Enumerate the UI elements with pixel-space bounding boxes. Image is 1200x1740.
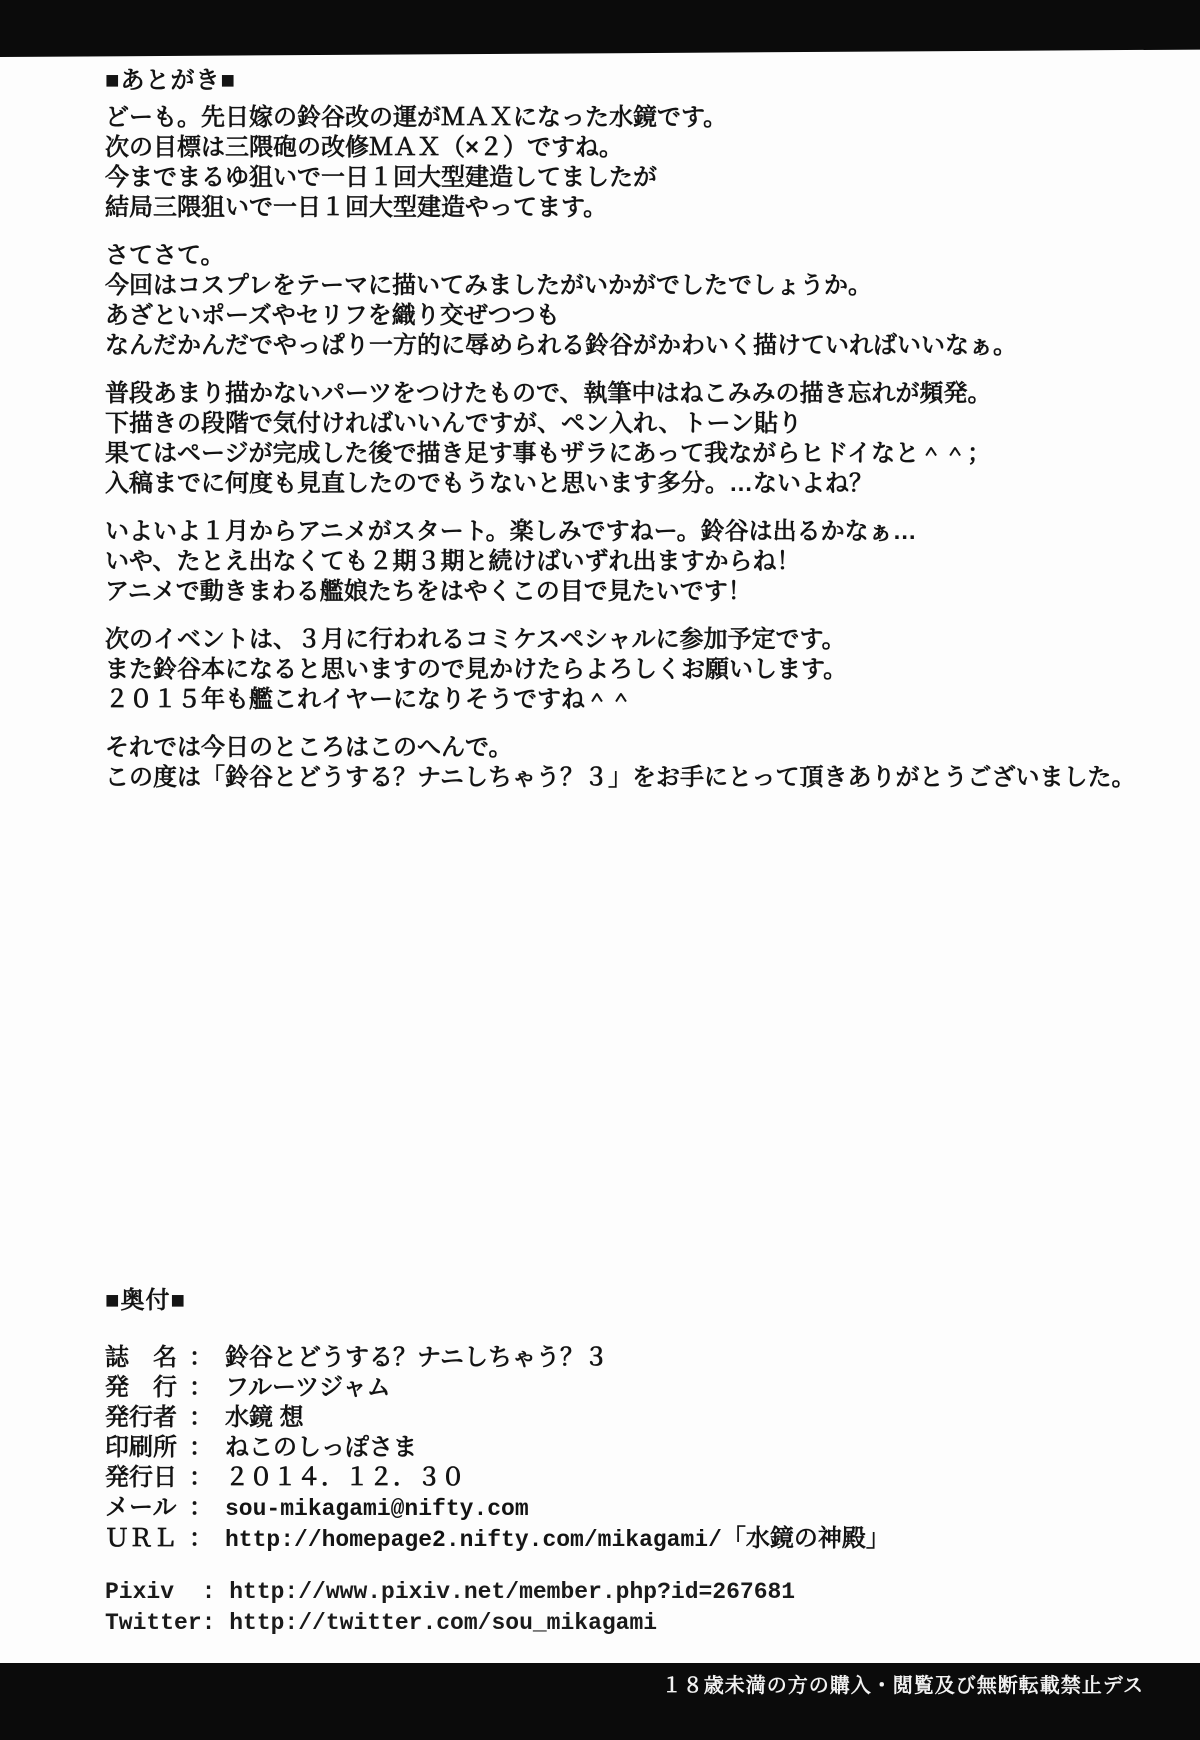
- text-line: 普段あまり描かないパーツをつけたもので、執筆中はねこみみの描き忘れが頻発。: [105, 380, 992, 407]
- paragraph: [105, 625, 1160, 715]
- text-line: 入稿までに何度も見直したのでもうないと思います多分。…ないよね？: [105, 470, 873, 497]
- colophon-rows: [105, 1343, 1160, 1555]
- row-separator: ：: [189, 1404, 213, 1431]
- paragraph: [105, 103, 1160, 223]
- text-line: アニメで動きまわる艦娘たちをはやくこの目で見たいです！: [105, 578, 752, 605]
- row-label: 発 行: [105, 1374, 177, 1401]
- text-line: 今までまるゆ狙いで一日１回大型建造してましたが: [105, 164, 657, 191]
- colophon-row-date: [105, 1463, 1160, 1493]
- colophon-row-publisher: [105, 1373, 1160, 1403]
- paragraph: [105, 241, 1160, 361]
- row-value: ねこのしっぽさま: [225, 1434, 417, 1461]
- row-separator: ：: [189, 1374, 213, 1401]
- paragraph: [105, 379, 1160, 499]
- text-line: 下描きの段階で気付ければいいんですが、ペン入れ、トーン貼り: [105, 410, 802, 437]
- text-line: どーも。先日嫁の鈴谷改の運がＭＡＸになった水鏡です。: [105, 104, 728, 131]
- text-line: 次のイベントは、３月に行われるコミケスペシャルに参加予定です。: [105, 626, 846, 653]
- row-value-email: sou-mikagami@nifty.com: [225, 1496, 529, 1522]
- row-separator: ：: [189, 1464, 213, 1491]
- colophon-section: [105, 1286, 1160, 1639]
- colophon-row-mail: [105, 1493, 1160, 1524]
- row-value: ２０１４．１２．３０: [225, 1464, 465, 1491]
- text-line: ２０１５年も艦これイヤーになりそうですね＾＾: [105, 686, 633, 713]
- colophon-row-url: [105, 1524, 1160, 1555]
- text-line: 次の目標は三隈砲の改修ＭＡＸ（×２）ですね。: [105, 134, 624, 161]
- text-line: 結局三隈狙いで一日１回大型建造やってます。: [105, 194, 608, 221]
- text-line: いや、たとえ出なくても２期３期と続けばいずれ出ますからね！: [105, 548, 801, 575]
- colophon-row-printer: [105, 1433, 1160, 1463]
- text-line: 果てはページが完成した後で描き足す事もザラにあって我ながらヒドイなと＾＾；: [105, 440, 992, 467]
- bottom-black-bar: [0, 1663, 1200, 1740]
- row-value: フルーツジャム: [225, 1374, 391, 1401]
- text-line: あざといポーズやセリフを織り交ぜつつも: [105, 302, 560, 329]
- row-separator: ：: [189, 1434, 213, 1461]
- text-line: なんだかんだでやっぱり一方的に辱められる鈴谷がかわいく描けていればいいなぁ。: [105, 332, 1017, 359]
- row-separator: ：: [189, 1525, 213, 1552]
- colophon-row-title: [105, 1343, 1160, 1373]
- row-value-site-name: 「水鏡の神殿」: [721, 1525, 890, 1552]
- text-line: また鈴谷本になると思いますので見かけたらよろしくお願いします。: [105, 656, 848, 683]
- twitter-link-line: Twitter: http://twitter.com/sou_mikagami: [105, 1610, 658, 1636]
- colophon-title: ■奥付■: [105, 1287, 186, 1314]
- row-label: 印刷所: [105, 1434, 177, 1461]
- row-label: メール: [105, 1494, 177, 1521]
- age-restriction-notice: １８歳未満の方の購入・閲覧及び無断転載禁止デス: [661, 1675, 1144, 1697]
- row-label: 誌 名: [105, 1344, 177, 1371]
- row-separator: ：: [189, 1494, 213, 1521]
- row-label: 発行者: [105, 1404, 177, 1431]
- paragraph: [105, 517, 1160, 607]
- pixiv-link-line: Pixiv : http://www.pixiv.net/member.php?id=267681: [105, 1579, 796, 1605]
- row-value: 水鏡 想: [225, 1404, 304, 1431]
- top-black-bar: [0, 0, 1200, 57]
- row-label: ＵＲＬ: [105, 1525, 177, 1552]
- text-line: さてさて。: [105, 242, 225, 269]
- afterword-title: ■あとがき■: [105, 67, 236, 94]
- text-line: 今回はコスプレをテーマに描いてみましたがいかがでしたでしょうか。: [105, 272, 873, 299]
- paragraph: [105, 733, 1160, 793]
- row-value-url: http://homepage2.nifty.com/mikagami/: [225, 1527, 722, 1553]
- external-links: [105, 1577, 1160, 1639]
- colophon-row-author: [105, 1403, 1160, 1433]
- text-line: いよいよ１月からアニメがスタート。楽しみですねー。鈴谷は出るかなぁ…: [105, 518, 917, 545]
- text-line: この度は「鈴谷とどうする？ナニしちゃう？３」をお手にとって頂きありがとうございました。: [105, 764, 1136, 791]
- text-line: それでは今日のところはこのへんで。: [105, 734, 513, 761]
- afterword-section: [105, 66, 1160, 811]
- row-label: 発行日: [105, 1464, 177, 1491]
- row-value: 鈴谷とどうする？ナニしちゃう？３: [225, 1344, 609, 1371]
- row-separator: ：: [189, 1344, 213, 1371]
